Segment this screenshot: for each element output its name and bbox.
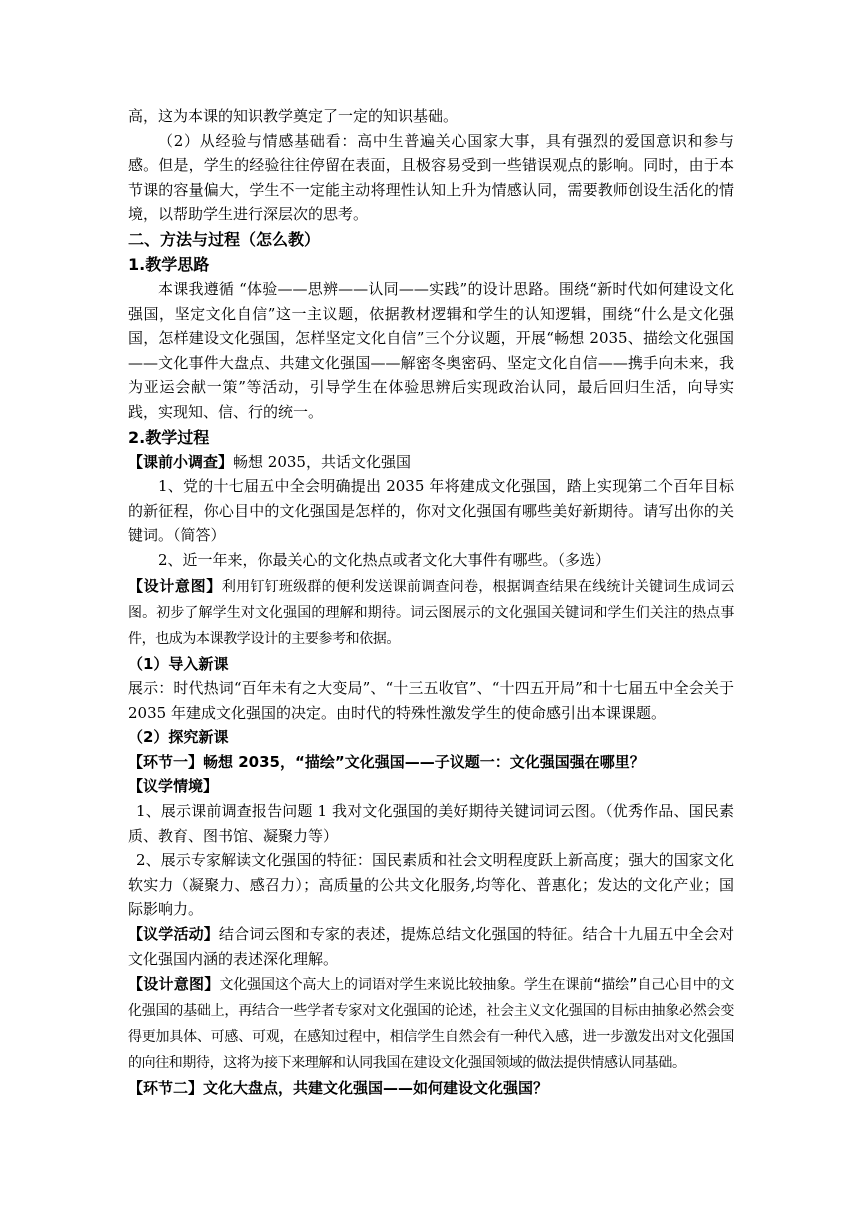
design-intent-1 <box>128 573 734 652</box>
design-intent-text: 文化强国这个高大上的词语对学生来说比较抽象。学生在课前“描绘”自己心目中的文化强国的基础上，再结合一些学者专家对文化强国的论述，社会主义文化强国的目标由抽象必然会变得更加具体、可感、可观，在感知过程中，相信学生自然会有一种代入感，进一步激发出对文化强国的向往和期待，这将为接下来理解和认同我国在建设文化强国领域的做法提供情感认同基础。 <box>128 977 734 1072</box>
design-intent-label: 【设计意图】 <box>128 975 220 994</box>
heading-teaching-process: 2.教学过程 <box>128 427 210 447</box>
section-1-heading <box>128 750 734 775</box>
section-1-title: 畅想 2035，“描绘”文化强国——子议题一：文化强国强在哪里？ <box>203 752 645 771</box>
survey-text: 畅想 2035，共话文化强国 <box>233 452 411 471</box>
situation-label: 【议学情境】 <box>128 777 219 796</box>
heading-teaching-idea: 1.教学思路 <box>128 254 210 274</box>
paragraph-intro: 展示：时代热词“百年未有之大变局”、“十三五收官”、“十四五开局”和十七届五中全会关于 2035 年建成文化强国的决定。由时代的特殊性激发学生的使命感引出本课课题。 <box>128 679 734 722</box>
heading-intro: （1）导入新课 <box>128 654 229 673</box>
section-2-label: 【环节二】 <box>128 1079 204 1098</box>
activity-line <box>128 922 734 971</box>
situation-item-1: 1、展示课前调查报告问题 1 我对文化强国的美好期待关键词词云图。（优秀作品、国民素质、教育、图书馆、凝聚力等） <box>128 802 734 845</box>
heading-explore: （2）探究新课 <box>128 728 229 747</box>
heading-methods: 二、方法与过程（怎么教） <box>128 229 321 249</box>
paragraph-experience-basis: （2）从经验与情感基础看：高中生普遍关心国家大事，具有强烈的爱国意识和参与感。但是，学生的经验往往停留在表面，且极容易受到一些错误观点的影响。同时，由于本节课的容量偏大，学生不一定能主动将理性认知上升为情感认同，需要教师创设生活化的情境，以帮助学生进行深层次的思考。 <box>128 131 734 224</box>
situation-item-2: 2、展示专家解读文化强国的特征：国民素质和社会文明程度跃上新高度；强大的国家文化软实力（凝聚力、感召力）；高质量的公共文化服务,均等化、普惠化；发达的文化产业；国际影响力。 <box>128 851 734 919</box>
activity-text: 结合词云图和专家的表述，提炼总结文化强国的特征。结合十九届五中全会对文化强国内涵的表述深化理解。 <box>128 925 734 968</box>
section-2-heading <box>128 1076 734 1101</box>
paragraph-continued: 高，这为本课的知识教学奠定了一定的知识基础。 <box>128 107 459 125</box>
section-1-label: 【环节一】 <box>128 752 204 771</box>
paragraph-teaching-idea: 本课我遵循 “体验——思辨——认同——实践”的设计思路。围绕“新时代如何建设文化强国，坚定文化自信”这一主议题，依据教材逻辑和学生的认知逻辑，围绕“什么是文化强国，怎样建设文化强国，怎样坚定文化自信”三个分议题，开展“畅想 2035、描绘文化强国——文化事件大盘点、共建文化强国——解密冬奥密码、坚定文化自信——携手向未来，我为亚运会献一策”等活动，引导学生在体验思辨后实现政治认同，最后回归生活，向导实践，实现知、信、行的统一。 <box>128 279 734 421</box>
survey-question-1: 1、党的十七届五中全会明确提出 2035 年将建成文化强国，踏上实现第二个百年目标的新征程，你心目中的文化强国是怎样的，你对文化强国有哪些美好新期待。请写出你的关键词。（简答） <box>128 477 734 545</box>
section-2-title: 文化大盘点，共建文化强国——如何建设文化强国？ <box>203 1079 549 1098</box>
survey-label: 【课前小调查】 <box>128 452 234 471</box>
survey-question-2: 2、近一年来，你最关心的文化热点或者文化大事件有哪些。（多选） <box>158 550 611 569</box>
survey-line <box>128 450 734 475</box>
design-intent-2 <box>128 971 734 1076</box>
design-intent-text: 利用钉钉班级群的便利发送课前调查问卷，根据调查结果在线统计关键词生成词云图。初步了解学生对文化强国的理解和期待。词云图展示的文化强国关键词和学生们关注的热点事件，也成为本课教学设计的主要参考和依据。 <box>128 578 734 647</box>
activity-label: 【议学活动】 <box>128 925 219 944</box>
design-intent-label: 【设计意图】 <box>128 576 222 595</box>
document-page <box>128 104 734 1101</box>
